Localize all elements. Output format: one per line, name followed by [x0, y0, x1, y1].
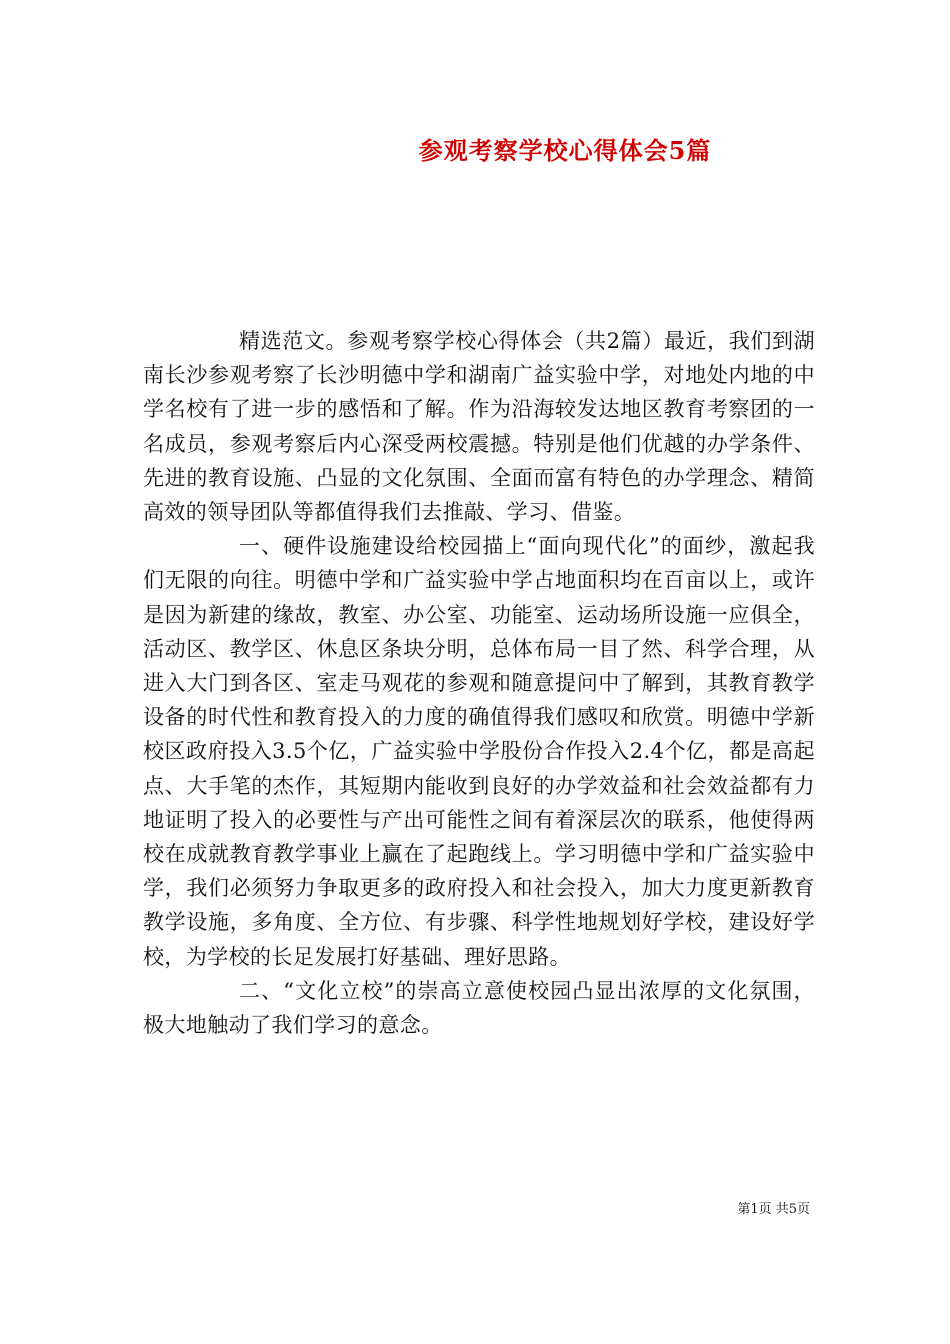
paragraph-hardware: 一、硬件设施建设给校园描上“面向现代化”的面纱，激起我们无限的向往。明德中学和广益实验中学占地面积均在百亩以上，或许是因为新建的缘故，教室、办公室、功能室、运动场所设施一应俱全，活动区、教学区、休息区条块分明，总体布局一目了然、科学合理，从进入大门到各区、室走马观花的参观和随意提问中了解到，其教育教学设备的时代性和教育投入的力度的确值得我们感叹和欣赏。明德中学新校区政府投入3.5个亿，广益实验中学股份合作投入2.4个亿，都是高起点、大手笔的杰作，其短期内能收到良好的办学效益和社会效益都有力地证明了投入的必要性与产出可能性之间有着深层次的联系，他使得两校在成就教育教学事业上赢在了起跑线上。学习明德中学和广益实验中学，我们必须努力争取更多的政府投入和社会投入，加大力度更新教育教学设施，多角度、全方位、有步骤、科学性地规划好学校，建设好学校，为学校的长足发展打好基础、理好思路。 [143, 534, 815, 969]
document-body [143, 324, 815, 1042]
paragraph-culture: 二、“文化立校”的崇高立意使校园凸显出浓厚的文化氛围，极大地触动了我们学习的意念。 [143, 978, 815, 1038]
paragraph-intro: 精选范文。参观考察学校心得体会（共2篇）最近，我们到湖南长沙参观考察了长沙明德中学和湖南广益实验中学，对地处内地的中学名校有了进一步的感悟和了解。作为沿海较发达地区教育考察团的一名成员，参观考察后内心深受两校震撼。特别是他们优越的办学条件、先进的教育设施、凸显的文化氛围、全面而富有特色的办学理念、精简高效的领导团队等都值得我们去推敲、学习、借鉴。 [143, 329, 815, 525]
page-title: 参观考察学校心得体会5篇 [418, 136, 712, 165]
page-number: 第1页 共5页 [737, 1202, 810, 1217]
